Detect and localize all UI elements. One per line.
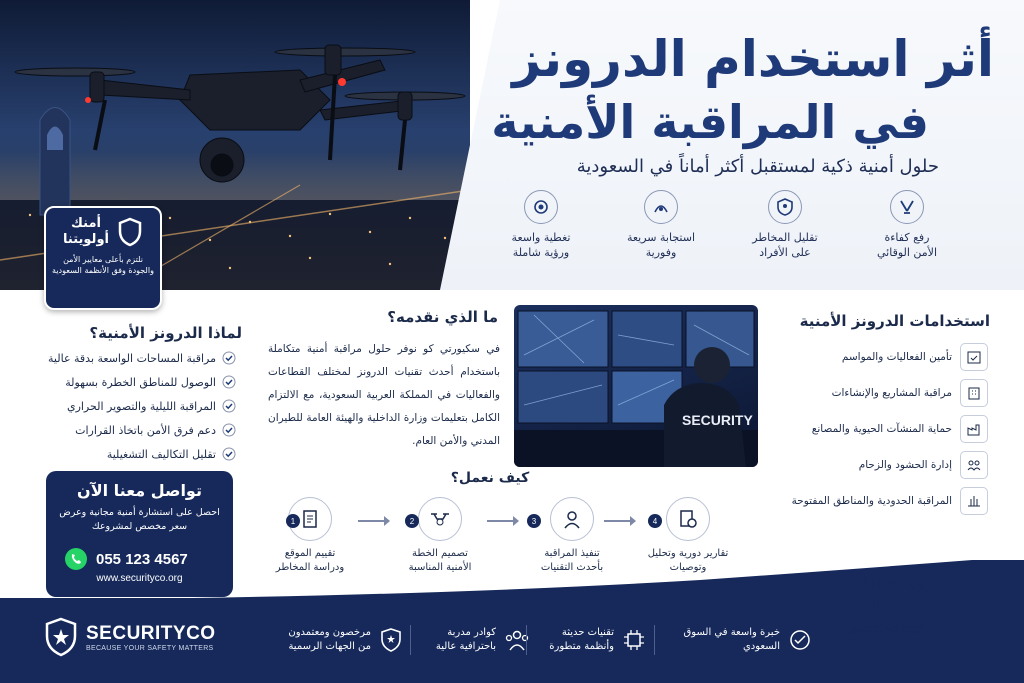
feature-label: استجابة سريعة وفورية [626, 231, 696, 259]
calendar-check-icon [960, 343, 988, 371]
use-item [770, 486, 988, 516]
use-item [770, 414, 988, 444]
footer-item-label: كوادر مدربة باحترافية عالية [435, 627, 496, 652]
vision-kingdom-en: KINGDOM OF SAUDI ARABIA [846, 630, 929, 636]
shield-badge-icon [379, 627, 403, 653]
badge-text: نلتزم بأعلى معايير الأمن والجودة وفق الأنظمة السعودية [52, 255, 154, 275]
step-number: 3 [527, 514, 541, 528]
check-circle-icon [222, 351, 236, 365]
monitoring-room-photo [514, 305, 758, 467]
use-item-label: المراقبة الحدودية والمناطق المفتوحة [791, 495, 952, 507]
vision-kingdom-ar: المملكة العربية السعودية [852, 622, 924, 630]
footer-divider [654, 625, 655, 655]
feature-label: تقليل المخاطر على الأفراد [752, 231, 818, 259]
feature-preventive [852, 190, 962, 260]
website-link[interactable]: www.securityco.org [96, 573, 183, 584]
vision-year: 2030 [856, 591, 920, 622]
why-item-label: المراقبة الليلية والتصوير الحراري [66, 399, 216, 413]
brand-logo [44, 612, 244, 662]
step-label: تنفيذ المراقبة بأحدث التقنيات [540, 548, 604, 573]
vision-2030-logo [828, 574, 948, 664]
step-number: 2 [405, 514, 419, 528]
footer-item-licensed [268, 618, 403, 662]
feature-response [606, 190, 716, 260]
why-item-label: مراقبة المساحات الواسعة بدقة عالية [48, 351, 216, 365]
why-item [14, 372, 236, 392]
feature-label: رفع كفاءة الأمن الوقائي [876, 231, 938, 259]
footer-item-experience [662, 618, 812, 662]
step-label: تقييم الموقع ودراسة المخاطر [275, 548, 345, 573]
crowd-icon [960, 451, 988, 479]
why-title: لماذا الدرونز الأمنية؟ [89, 324, 242, 342]
step-arrow [487, 520, 517, 522]
chip-icon [622, 628, 646, 652]
eye-scan-icon [524, 190, 558, 224]
step-arrow [604, 520, 634, 522]
use-item-label: مراقبة المشاريع والإنشاءات [831, 387, 952, 399]
priority-badge [44, 206, 162, 310]
step-label: تقارير دورية وتحليل وتوصيات [647, 548, 729, 573]
factory-icon [960, 415, 988, 443]
uses-title: استخدامات الدرونز الأمنية [799, 312, 990, 330]
what-body: في سكيورتي كو نوفر حلول مراقبة أمنية متكاملة باستخدام أحدث تقنيات الدرونز لمختلف القطاعات والفعاليات في المملكة العربية السعودية، مع الالتزام الكامل بتعليمات وزارة الداخلية والهيئة العامة للطيران المدني والأمن العام. [268, 343, 500, 447]
what-title: ما الذي نقدمه؟ [387, 308, 498, 326]
shield-icon [117, 217, 143, 247]
use-item-label: تأمين الفعاليات والمواسم [841, 351, 952, 363]
why-item [14, 396, 236, 416]
drone-icon [418, 497, 462, 541]
why-item [14, 444, 236, 464]
step-number: 4 [648, 514, 662, 528]
footer-item-label: خبرة واسعة في السوق السعودي [683, 627, 780, 652]
use-item [770, 378, 988, 408]
building-icon [960, 379, 988, 407]
why-item-label: دعم فرق الأمن باتخاذ القرارات [75, 423, 216, 437]
shield-person-icon [768, 190, 802, 224]
why-item-label: الوصول للمناطق الخطرة بسهولة [65, 375, 216, 389]
security-jacket-text: SECURITY [682, 412, 753, 428]
why-item-label: تقليل التكاليف التشغيلية [106, 447, 216, 461]
footer-item-label: مرخصون ومعتمدون من الجهات الرسمية [288, 627, 371, 652]
report-icon [666, 497, 710, 541]
phone-number: 055 123 4567 [96, 550, 188, 568]
check-circle-icon [222, 447, 236, 461]
check-circle-icon [222, 375, 236, 389]
badge-heading-line2: أولويتنا [63, 232, 109, 247]
footer-item-label: تقنيات حديثة وأنظمة متطورة [549, 627, 614, 652]
brand-tagline: BECAUSE YOUR SAFETY MATTERS [86, 644, 214, 652]
page-title-line1: أثر استخدام الدرونز [512, 30, 994, 88]
footer-item-tech [536, 618, 646, 662]
operator-icon [550, 497, 594, 541]
use-item [770, 450, 988, 480]
step-number: 1 [286, 514, 300, 528]
why-item [14, 420, 236, 440]
use-item [770, 342, 988, 372]
page-title-line2: في المراقبة الأمنية [491, 95, 929, 149]
shield-tools-icon [890, 190, 924, 224]
check-circle-icon [222, 423, 236, 437]
feature-coverage [486, 190, 596, 260]
page-subtitle: حلول أمنية ذكية لمستقبل أكثر أماناً في السعودية [576, 156, 939, 177]
footer-item-staff [420, 618, 530, 662]
badge-heading-line1: أمنك [71, 216, 101, 231]
brand-name: SECURITYCO [86, 622, 216, 644]
step-arrow [358, 520, 388, 522]
border-tower-icon [960, 487, 988, 515]
contact-title: تواصل معنا الآن [77, 481, 202, 500]
footer-divider [410, 625, 411, 655]
vision-title: VISION رؤية [843, 575, 933, 592]
shield-logo-icon [44, 617, 78, 657]
step-label: تصميم الخطة الأمنية المناسبة [408, 548, 472, 573]
feature-risk [730, 190, 840, 260]
footer-divider [526, 625, 527, 655]
handshake-icon [788, 628, 812, 652]
check-circle-icon [222, 399, 236, 413]
use-item-label: حماية المنشآت الحيوية والمصانع [811, 423, 952, 435]
contact-text: احصل على استشارة أمنية مجانية وعرض سعر مخصص لمشروعك [59, 507, 220, 532]
radar-signal-icon [644, 190, 678, 224]
feature-label: تغطية واسعة ورؤية شاملة [511, 231, 571, 259]
why-item [14, 348, 236, 368]
how-title: كيف نعمل؟ [450, 470, 530, 486]
use-item-label: إدارة الحشود والزحام [858, 459, 952, 471]
